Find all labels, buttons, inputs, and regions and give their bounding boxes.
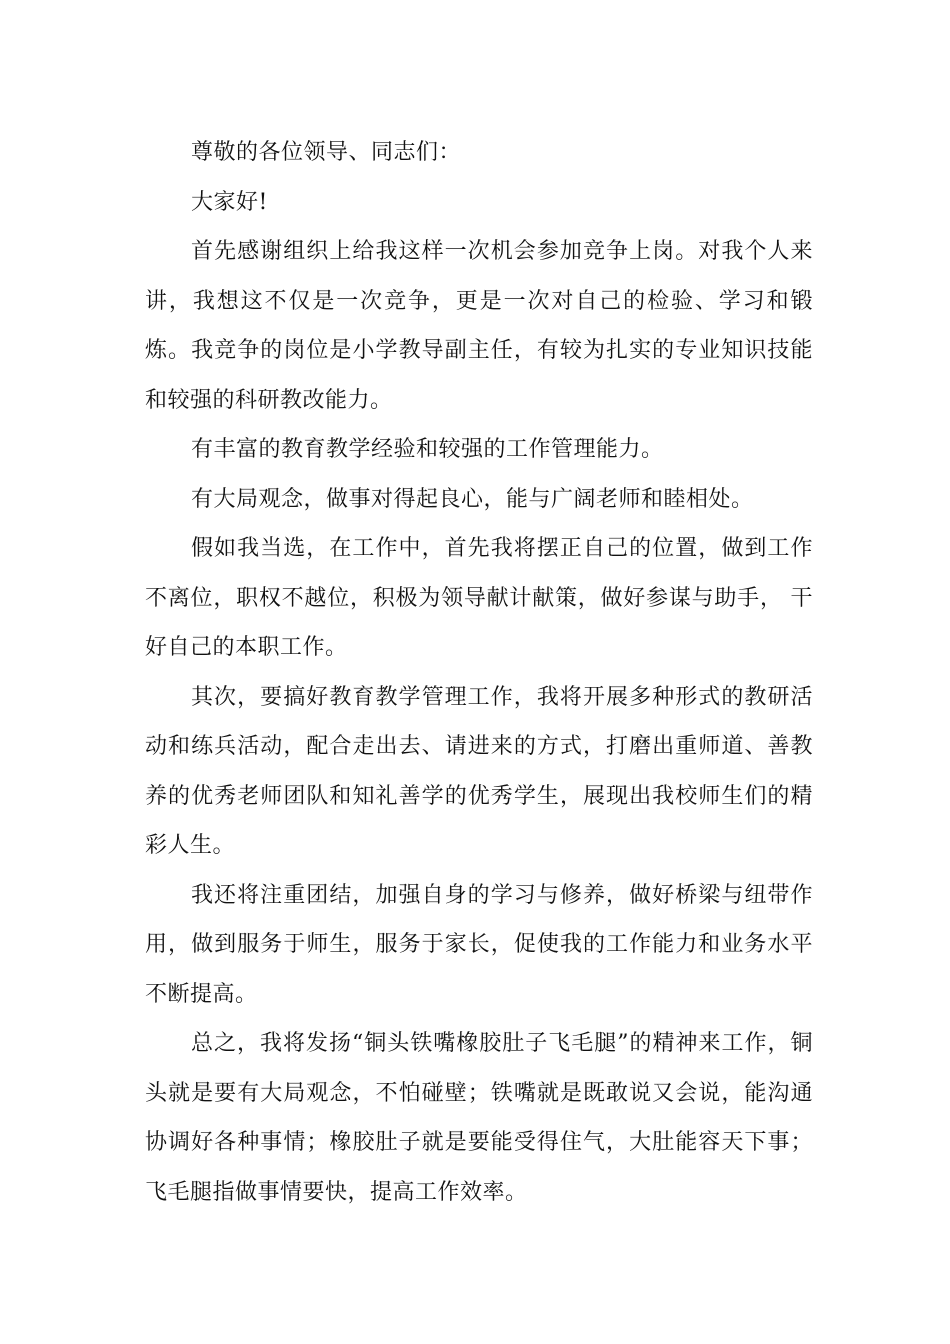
- paragraph: 有丰富的教育教学经验和较强的工作管理能力。: [191, 437, 664, 462]
- paragraph: 有大局观念，做事对得起良心，能与广阔老师和睦相处。: [191, 486, 754, 512]
- paragraph: 总之，我将发扬“铜头铁嘴橡胶肚子飞毛腿”的精神来工作，铜头就是要有大局观念，不怕碰壁；铁嘴就是既敢说又会说，能沟通协调好各种事情；橡胶肚子就是要能受得住气，大肚能容天下事；飞毛腿指做事情要快，提高工作效率。: [145, 1031, 813, 1205]
- document-body: [145, 128, 813, 1217]
- paragraph: 首先感谢组织上给我这样一次机会参加竞争上岗。对我个人来讲，我想这不仅是一次竞争，更是一次对自己的检验、学习和锻炼。我竞争的岗位是小学教导副主任，有较为扎实的专业知识技能和较强的科研教改能力。: [145, 239, 813, 413]
- paragraph: 我还将注重团结，加强自身的学习与修养，做好桥梁与纽带作用，做到服务于师生，服务于家长，促使我的工作能力和业务水平不断提高。: [145, 882, 813, 1007]
- greeting: 大家好!: [191, 189, 268, 215]
- paragraph: 其次，要搞好教育教学管理工作，我将开展多种形式的教研活动和练兵活动，配合走出去、请进来的方式，打磨出重师道、善教养的优秀老师团队和知礼善学的优秀学生，展现出我校师生们的精彩人生。: [145, 684, 813, 858]
- salutation: 尊敬的各位领导、同志们：: [191, 140, 462, 165]
- paragraph: 假如我当选，在工作中，首先我将摆正自己的位置，做到工作不离位，职权不越位，积极为领导献计献策，做好参谋与助手， 干好自己的本职工作。: [145, 536, 813, 660]
